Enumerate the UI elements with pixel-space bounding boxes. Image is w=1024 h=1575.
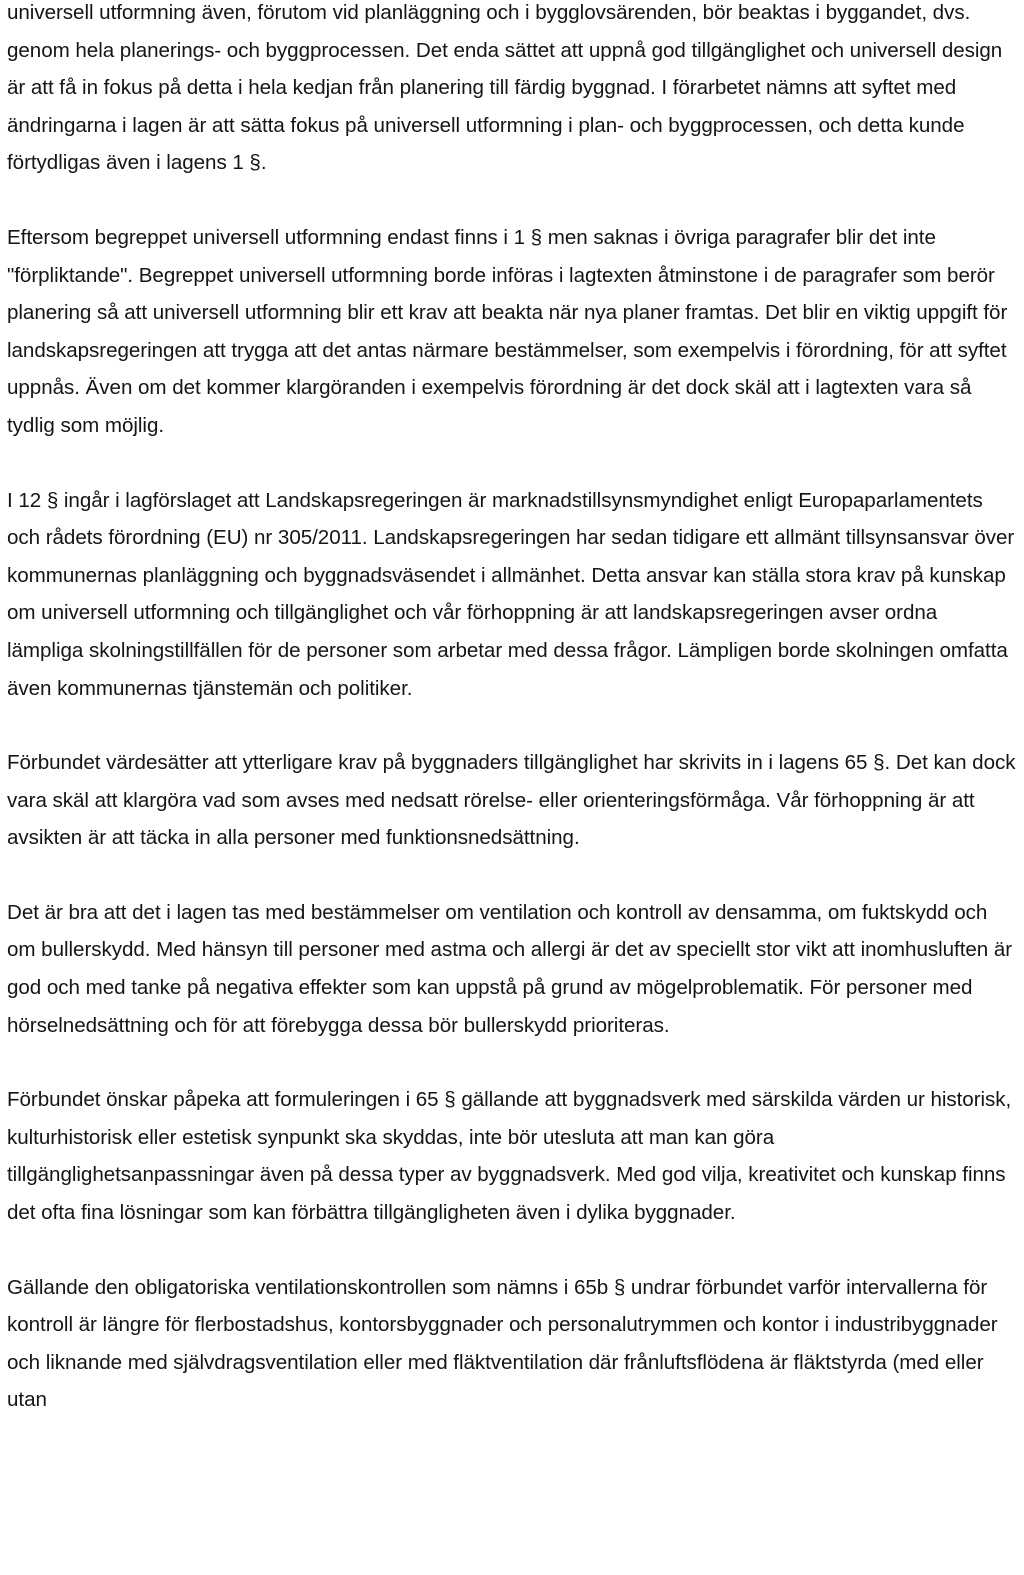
paragraph-historic-buildings: Förbundet önskar påpeka att formuleringen i 65 § gällande att byggnadsverk med särskilda värden ur historisk, kulturhistorisk eller estetisk synpunkt ska skyddas, inte bör utesluta att man kan göra tillgänglighetsanpassningar även på dessa typer av byggnadsverk. Med god vilja, kreativitet och kunskap finns det ofta fina lösningar som kan förbättra tillgängligheten även i dylika byggnader.	[7, 1088, 1012, 1225]
paragraph-building-accessibility: Förbundet värdesätter att ytterligare krav på byggnaders tillgänglighet har skrivits in i lagens 65 §. Det kan dock vara skäl att klargöra vad som avses med nedsatt rörelse- eller orienteringsförmåga. Vår förhoppning är att avsikten är att täcka in alla personer med funktionsnedsättning.	[7, 751, 1016, 850]
paragraph-ventilation-control-intervals: Gällande den obligatoriska ventilationskontrollen som nämns i 65b § undrar förbundet varför intervallerna för kontroll är längre för flerbostadshus, kontorsbyggnader och personalutrymmen och kontor i industribyggnader och liknande med självdragsventilation eller med fläktventilation där frånluftsflödena är fläktstyrda (med eller utan	[7, 1275, 998, 1412]
paragraph-universal-design-process: universell utformning även, förutom vid planläggning och i bygglovsärenden, bör beaktas i byggandet, dvs. genom hela planerings- och byggprocessen. Det enda sättet att uppnå god tillgänglighet och universell design är att få in fokus på detta i hela kedjan från planering till färdig byggnad. I förarbetet nämns att syftet med ändringarna i lagen är att sätta fokus på universell utformning i plan- och byggprocessen, och detta kunde förtydligas även i lagens 1 §.	[7, 1, 1003, 175]
paragraph-ventilation-moisture-noise: Det är bra att det i lagen tas med bestämmelser om ventilation och kontroll av densamma, om fuktskydd och om bullerskydd. Med hänsyn till personer med astma och allergi är det av speciellt stor vikt att inomhusluften är god och med tanke på negativa effekter som kan uppstå på grund av mögelproblematik. För personer med hörselnedsättning och för att förebygga dessa bör bullerskydd prioriteras.	[7, 900, 1013, 1037]
paragraph-obligation-concept: Eftersom begreppet universell utformning endast finns i 1 § men saknas i övriga paragrafer blir det inte "förpliktande". Begreppet universell utformning borde införas i lagtexten åtminstone i de paragrafer som berör planering så att universell utformning blir ett krav att beakta när nya planer framtas. Det blir en viktig uppgift för landskapsregeringen att trygga att det antas närmare bestämmelser, som exempelvis i förordning, för att syftet uppnås. Även om det kommer klargöranden i exempelvis förordning är det dock skäl att i lagtexten vara så tydlig som möjlig.	[7, 225, 1008, 437]
paragraph-market-surveillance: I 12 § ingår i lagförslaget att Landskapsregeringen är marknadstillsynsmyndighet enligt Europaparlamentets och rådets förordning (EU) nr 305/2011. Landskapsregeringen har sedan tidigare ett allmänt tillsynsansvar över kommunernas planläggning och byggnadsväsendet i allmänhet. Detta ansvar kan ställa stora krav på kunskap om universell utformning och tillgänglighet och vår förhoppning är att landskapsregeringen avser ordna lämpliga skolningstillfällen för de personer som arbetar med dessa frågor. Lämpligen borde skolningen omfatta även kommunernas tjänstemän och politiker.	[7, 488, 1015, 700]
document-body	[7, 0, 1019, 1456]
